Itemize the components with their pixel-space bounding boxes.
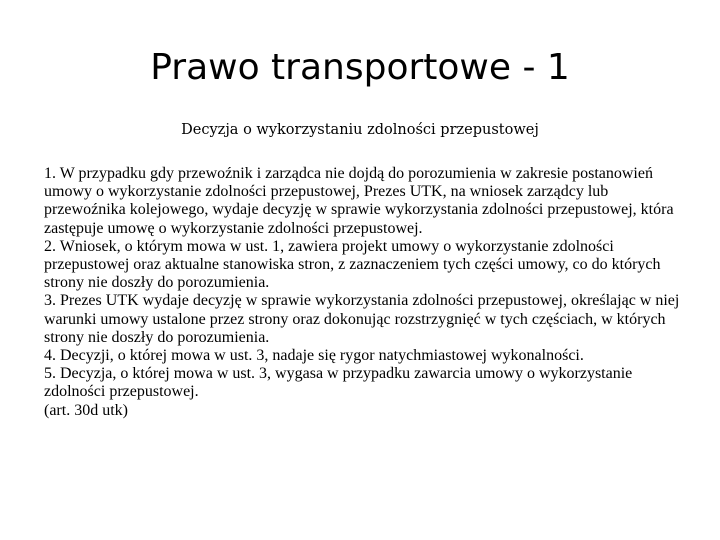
paragraph-5: 5. Decyzja, o której mowa w ust. 3, wygasa w przypadku zawarcia umowy o wykorzystanie zdolności przepustowej. xyxy=(44,365,633,401)
slide-title: Prawo transportowe - 1 xyxy=(150,47,570,88)
source-citation: (art. 30d utk) xyxy=(44,401,128,419)
paragraph-4: 4. Decyzji, o której mowa w ust. 3, nadaje się rygor natychmiastowej wykonalności. xyxy=(44,347,584,365)
paragraph-1: 1. W przypadku gdy przewoźnik i zarządca nie dojdą do porozumienia w zakresie postanowień umowy o wykorzystanie zdolności przepustowej, Prezes UTK, na wniosek zarządcy lub przewoźnika kolejowego, wydaje decyzję w sprawie wykorzystania zdolności przepustowej, która zastępuje umowę o wykorzystanie zdolności przepustowej. xyxy=(44,165,674,237)
slide-body xyxy=(44,165,684,420)
paragraph-3: 3. Prezes UTK wydaje decyzję w sprawie wykorzystania zdolności przepustowej, określając w niej warunki umowy ustalone przez strony oraz dokonując rozstrzygnięć w tych częściach, w których strony nie doszły do porozumienia. xyxy=(44,292,680,346)
paragraph-2: 2. Wniosek, o którym mowa w ust. 1, zawiera projekt umowy o wykorzystanie zdolności przepustowej oraz aktualne stanowiska stron, z zaznaczeniem tych części umowy, co do których strony nie doszły do porozumienia. xyxy=(44,237,661,292)
slide-subtitle: Decyzja o wykorzystaniu zdolności przepustowej xyxy=(181,122,539,138)
